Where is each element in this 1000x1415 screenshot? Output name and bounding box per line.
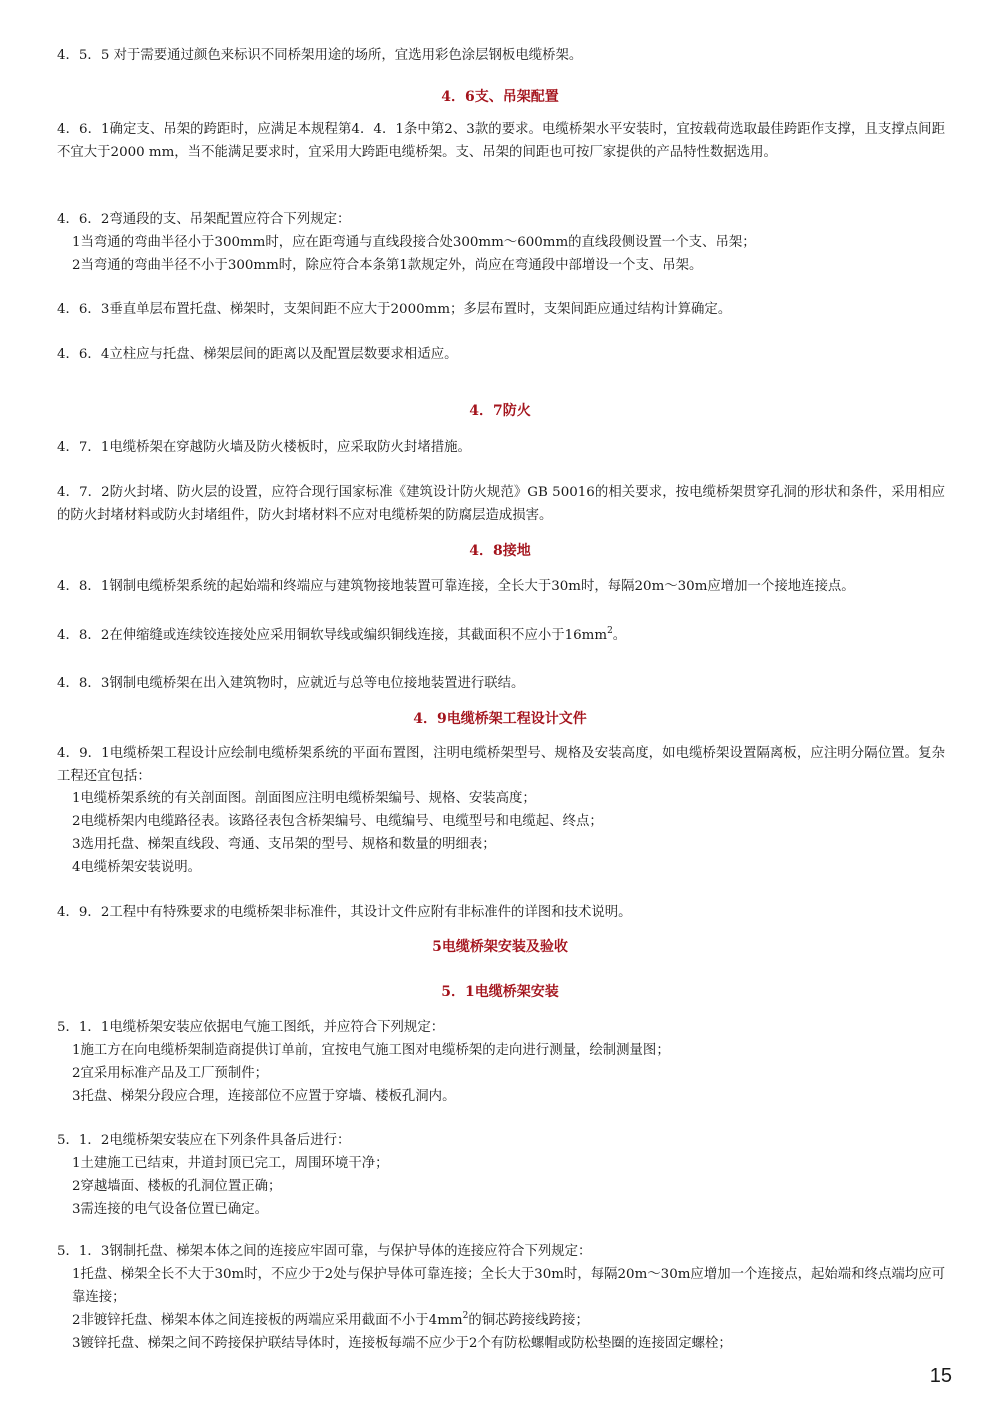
- clause-4-8-3: 4．8．3钢制电缆桥架在出入建筑物时，应就近与总等电位接地装置进行联结。: [57, 676, 525, 691]
- clause-4-8-2: [57, 624, 945, 647]
- page-number: 15: [929, 1365, 952, 1387]
- section-heading-5-1: 5．1电缆桥架安装: [441, 984, 559, 1000]
- clause-5-1-3-item-3: 3镀锌托盘、梯架之间不跨接保护联结导体时，连接板每端不应少于2个有防松螺帽或防松垫圈的连接固定螺栓；: [72, 1336, 732, 1351]
- clause-5-1-3-item-1: 1托盘、梯架全长不大于30m时，不应少于2处与保护导体可靠连接；全长大于30m时，每隔20m～30m应增加一个连接点，起始端和终点端均应可靠连接；: [72, 1267, 945, 1305]
- clause-5-1-3-item-2-text: 2非镀锌托盘、梯架本体之间连接板的两端应采用截面不小于4mm: [72, 1313, 463, 1328]
- section-heading-4-7: 4．7防火: [469, 403, 531, 419]
- clause-5-1-2-item-1: 1土建施工已结束，井道封顶已完工，周围环境干净；: [72, 1156, 389, 1171]
- clause-5-1-2: 5．1．2电缆桥架安装应在下列条件具备后进行：: [57, 1133, 351, 1148]
- clause-4-8-1: 4．8．1钢制电缆桥架系统的起始端和终端应与建筑物接地装置可靠连接，全长大于30m时，每隔20m～30m应增加一个接地连接点。: [57, 579, 855, 594]
- superscript: 2: [607, 626, 613, 636]
- clause-4-8-2-text: 4．8．2在伸缩缝或连续铰连接处应采用铜软导线或编织铜线连接，其截面积不应小于16mm: [57, 628, 608, 643]
- clause-4-6-4: 4．6．4立柱应与托盘、梯架层间的距离以及配置层数要求相适应。: [57, 347, 458, 362]
- clause-5-1-1-item-3: 3托盘、梯架分段应合理，连接部位不应置于穿墙、楼板孔洞内。: [72, 1089, 456, 1104]
- clause-5-1-1: 5．1．1电缆桥架安装应依据电气施工图纸，并应符合下列规定：: [57, 1020, 445, 1035]
- clause-5-1-1-item-2: 2宜采用标准产品及工厂预制件；: [72, 1066, 268, 1081]
- superscript: 2: [462, 1311, 469, 1321]
- clause-4-7-2: 4．7．2防火封堵、防火层的设置，应符合现行国家标准《建筑设计防火规范》GB 50016的相关要求，按电缆桥架贯穿孔洞的形状和条件，采用相应的防火封堵材料或防火封堵组件，防火封堵材料不应对电缆桥架的防腐层造成损害。: [57, 485, 945, 523]
- clause-5-1-2-item-2: 2穿越墙面、楼板的孔洞位置正确；: [72, 1179, 282, 1194]
- clause-4-6-3: 4．6．3垂直单层布置托盘、梯架时，支架间距不应大于2000mm；多层布置时，支架间距应通过结构计算确定。: [57, 302, 732, 317]
- clause-4-6-2: 4．6．2弯通段的支、吊架配置应符合下列规定：: [57, 212, 351, 227]
- clause-4-9-1-item-3: 3选用托盘、梯架直线段、弯通、支吊架的型号、规格和数量的明细表；: [72, 837, 496, 852]
- clause-5-1-3-item-2-end: 的铜芯跨接线跨接；: [468, 1313, 589, 1328]
- clause-4-6-1: 4．6．1确定支、吊架的跨距时，应满足本规程第4．4．1条中第2、3款的要求。电缆桥架水平安装时，宜按载荷选取最佳跨距作支撑，且支撑点间距不宜大于2000 mm，当不能满足要求时，宜采用大跨距电缆桥架。支、吊架的间距也可按厂家提供的产品特性数据选用。: [57, 122, 945, 160]
- clause-5-1-3: 5．1．3钢制托盘、梯架本体之间的连接应牢固可靠，与保护导体的连接应符合下列规定：: [57, 1244, 592, 1259]
- clause-5-1-1-item-1: 1施工方在向电缆桥架制造商提供订单前，宜按电气施工图对电缆桥架的走向进行测量，绘制测量图；: [72, 1043, 670, 1058]
- clause-4-8-2-end: 。: [612, 628, 627, 643]
- chapter-heading-5: 5电缆桥架安装及验收: [432, 939, 568, 955]
- clause-5-1-3-item-2: [72, 1309, 589, 1332]
- clause-4-9-1-item-2: 2电缆桥架内电缆路径表。该路径表包含桥架编号、电缆编号、电缆型号和电缆起、终点；: [72, 814, 603, 829]
- clause-4-6-2-item-2: 2当弯通的弯曲半径不小于300mm时，除应符合本条第1款规定外，尚应在弯通段中部增设一个支、吊架。: [72, 258, 703, 273]
- clause-4-9-1-item-4: 4电缆桥架安装说明。: [72, 860, 202, 875]
- section-heading-4-9: 4．9电缆桥架工程设计文件: [413, 711, 587, 727]
- clause-4-6-2-item-1: 1当弯通的弯曲半径小于300mm时，应在距弯通与直线段接合处300mm～600mm的直线段侧设置一个支、吊架；: [72, 235, 756, 250]
- clause-4-5-5: 4．5．5 对于需要通过颜色来标识不同桥架用途的场所，宜选用彩色涂层钢板电缆桥架。: [57, 48, 583, 63]
- clause-4-9-1: 4．9．1电缆桥架工程设计应绘制电缆桥架系统的平面布置图，注明电缆桥架型号、规格及安装高度，如电缆桥架设置隔离板，应注明分隔位置。复杂工程还宜包括：: [57, 746, 945, 784]
- clause-4-7-1: 4．7．1电缆桥架在穿越防火墙及防火楼板时，应采取防火封堵措施。: [57, 440, 471, 455]
- clause-4-9-2: 4．9．2工程中有特殊要求的电缆桥架非标准件，其设计文件应附有非标准件的详图和技术说明。: [57, 905, 632, 920]
- clause-4-9-1-item-1: 1电缆桥架系统的有关剖面图。剖面图应注明电缆桥架编号、规格、安装高度；: [72, 791, 536, 806]
- section-heading-4-8: 4．8接地: [469, 543, 531, 559]
- clause-5-1-2-item-3: 3需连接的电气设备位置已确定。: [72, 1202, 268, 1217]
- section-heading-4-6: 4．6支、吊架配置: [441, 89, 559, 105]
